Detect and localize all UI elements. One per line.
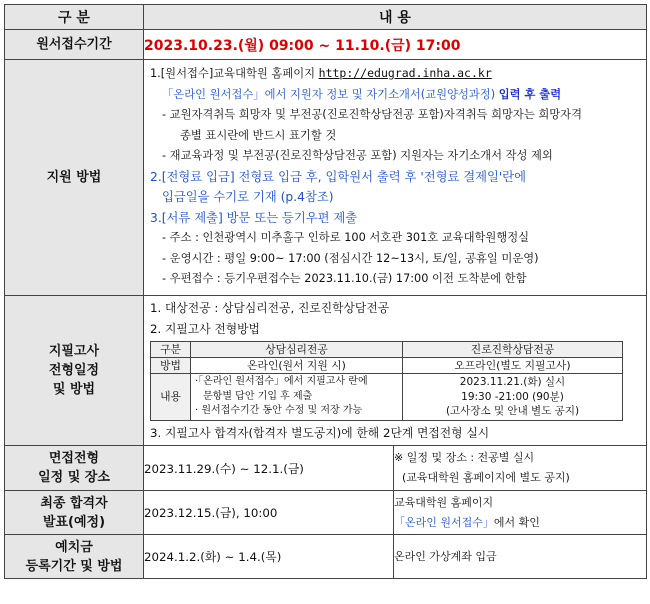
exam-table-header-counseling: 상담심리전공 — [191, 342, 403, 358]
deposit-label — [5, 535, 144, 579]
exam-career-line2: 19:30 -21:00 (90분) — [461, 390, 564, 403]
apply-step1-bullet1a: - 교원자격취득 희망자 및 부전공(진로진학상담전공 포함)자격취득 희망자는 희망자격 — [162, 108, 582, 121]
apply-step1-bullet2: - 재교육과정 및 부전공(진로진학상담전공 포함) 지원자는 자기소개서 작성 제외 — [162, 149, 553, 162]
final-row — [5, 491, 647, 535]
final-date: 2023.12.15.(금), 10:00 — [144, 491, 394, 535]
interview-note-line1: ※ 일정 및 장소 : 전공별 실시 — [394, 451, 535, 464]
exam-counseling-line1: ·「온라인 원서접수」에서 지필고사 란에 — [195, 376, 368, 387]
final-note-rest: 에서 확인 — [493, 515, 540, 529]
period-value: 2023.10.23.(월) 09:00 ~ 11.10.(금) 17:00 — [144, 30, 647, 60]
deposit-row — [5, 535, 647, 579]
apply-step1-line2: 「온라인 원서접수」에서 지원자 정보 및 자기소개서(교원양성과정) — [162, 87, 499, 101]
exam-label-line2: 전형일정 — [48, 363, 100, 378]
exam-label — [5, 296, 144, 446]
final-label-line1: 최종 합격자 — [40, 495, 108, 511]
apply-step1-emphasis: 입력 후 출력 — [498, 87, 562, 101]
deposit-label-line2: 등록기간 및 방법 — [25, 558, 123, 574]
interview-note-line2: (교육대학원 홈페이지에 별도 공지) — [402, 471, 570, 484]
exam-row — [5, 296, 647, 446]
exam-table-content-counseling — [191, 374, 403, 421]
exam-table-method-career: 오프라인(별도 지필고사) — [403, 358, 623, 374]
exam-target-majors: 1. 대상전공 : 상담심리전공, 진로진학상담전공 — [150, 301, 390, 315]
apply-step1-prefix: 1.[원서접수]교육대학원 홈페이지 — [150, 67, 319, 80]
apply-step2-line2: 입금일을 수기로 기재 (p.4참조) — [162, 190, 334, 204]
admission-schedule-document — [4, 4, 646, 579]
final-label — [5, 491, 144, 535]
final-label-line2: 발표(예정) — [42, 514, 106, 530]
apply-content — [144, 60, 647, 296]
apply-step3-title: 3.[서류 제출] 방문 또는 등기우편 제출 — [150, 210, 358, 225]
final-note — [394, 491, 647, 535]
exam-table-method-label: 방법 — [151, 358, 191, 374]
interview-date: 2023.11.29.(수) ~ 12.1.(금) — [144, 446, 394, 491]
exam-career-line3: (고사장소 및 안내 별도 공지) — [445, 405, 580, 417]
exam-method-table — [150, 341, 623, 421]
apply-label: 지원 방법 — [5, 60, 144, 296]
period-label: 원서접수기간 — [5, 30, 144, 60]
exam-career-line1: 2023.11.21.(화) 실시 — [459, 376, 566, 388]
apply-step2-line1: 2.[전형료 입금] 전형료 입금 후, 입학원서 출력 후 '전형료 결제일'란에 — [150, 169, 527, 184]
exam-method-title: 2. 지필고사 전형방법 — [150, 321, 260, 336]
exam-table-content-career — [403, 374, 623, 421]
exam-table-method-counseling: 온라인(원서 지원 시) — [191, 358, 403, 374]
final-note-line1: 교육대학원 홈페이지 — [394, 495, 494, 509]
exam-table-content-label: 내용 — [151, 374, 191, 421]
deposit-note: 온라인 가상계좌 입금 — [394, 535, 647, 579]
exam-table-header-category: 구분 — [151, 342, 191, 358]
apply-step3-address: - 주소 : 인천광역시 미추홀구 인하로 100 서호관 301호 교육대학원행정실 — [162, 231, 530, 244]
header-category: 구 분 — [5, 5, 144, 30]
interview-row — [5, 446, 647, 491]
interview-label-line1: 면접전형 — [48, 451, 100, 466]
exam-counseling-line3: · 원서접수기간 동안 수정 및 저장 가능 — [195, 405, 363, 416]
interview-label — [5, 446, 144, 491]
interview-label-line2: 일정 및 장소 — [38, 470, 110, 485]
schedule-table — [4, 4, 647, 579]
apply-step3-hours: - 운영시간 : 평일 9:00~ 17:00 (점심시간 12~13시, 토/일, 공휴일 미운영) — [162, 251, 539, 265]
exam-label-line1: 지필고사 — [48, 344, 100, 359]
apply-row — [5, 60, 647, 296]
apply-step3-mail: - 우편접수 : 등기우편접수는 2023.11.10.(금) 17:00 이전 도착분에 한함 — [162, 272, 527, 285]
period-row — [5, 30, 647, 60]
deposit-date: 2024.1.2.(화) ~ 1.4.(목) — [144, 535, 394, 579]
exam-label-line3: 및 방법 — [52, 382, 96, 397]
homepage-link[interactable]: http://edugrad.inha.ac.kr — [318, 66, 492, 80]
header-content: 내 용 — [144, 5, 647, 30]
apply-step1-bullet1b: 종별 표시란에 반드시 표기할 것 — [180, 128, 337, 142]
interview-note — [394, 446, 647, 491]
final-note-online-link: 「온라인 원서접수」 — [394, 515, 494, 529]
header-row — [5, 5, 647, 30]
deposit-label-line1: 예치금 — [55, 539, 93, 555]
exam-second-stage: 3. 지필고사 합격자(합격자 별도공지)에 한해 2단계 면접전형 실시 — [150, 425, 490, 440]
exam-content — [144, 296, 647, 446]
exam-counseling-line2: 문항별 답안 기입 후 제출 — [203, 390, 313, 402]
exam-table-header-career: 진로진학상담전공 — [403, 342, 623, 358]
